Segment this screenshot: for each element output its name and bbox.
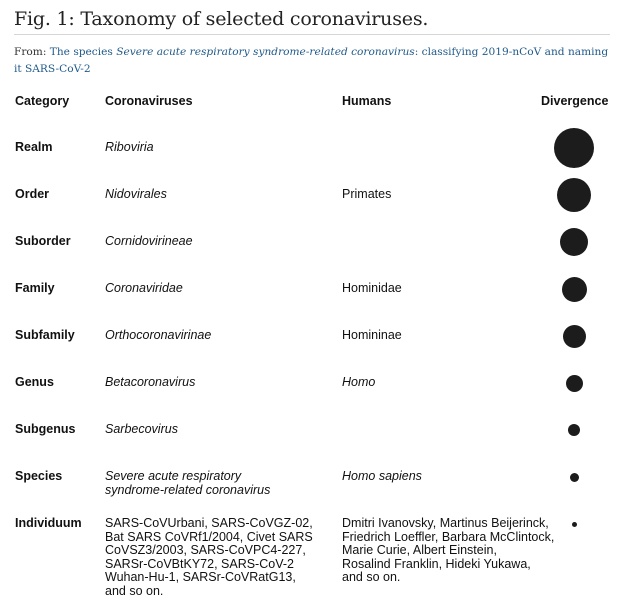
coronavirus-cell: Betacoronavirus [105, 375, 196, 389]
humans-cell: Homininae [342, 328, 402, 342]
category-cell: Realm [15, 140, 53, 154]
coronavirus-cell: Orthocoronavirinae [105, 328, 212, 342]
humans-cell: Hominidae [342, 281, 402, 295]
humans-cell: Dmitri Ivanovsky, Martinus Beijerinck, Friedrich Loeffler, Barbara McClintock, Marie Curie, Albert Einstein, Rosalind Franklin, Hideki Yukawa, and so on. [342, 516, 555, 584]
figure-source [14, 44, 610, 78]
coronavirus-cell: Severe acute respiratory syndrome-related coronavirus [105, 469, 271, 497]
coronavirus-cell: Cornidovirineae [105, 234, 193, 248]
divergence-dot [570, 473, 579, 482]
humans-cell: Homo [342, 375, 376, 389]
divergence-dot [554, 128, 594, 168]
divergence-dot [566, 375, 583, 392]
header-category: Category [15, 94, 70, 108]
category-cell: Family [15, 281, 55, 295]
coronavirus-cell: Riboviria [105, 140, 154, 154]
humans-cell: Homo sapiens [342, 469, 422, 483]
divergence-dot [572, 522, 577, 527]
from-label: From: [14, 46, 47, 58]
coronavirus-cell: Nidovirales [105, 187, 167, 201]
figure-title: Fig. 1: Taxonomy of selected coronaviruses. [14, 8, 429, 30]
title-divider [14, 34, 610, 35]
divergence-dot [557, 178, 591, 212]
source-article-link[interactable]: The species Severe acute respiratory syndrome-related coronavirus: classifying 2019-nCoV and naming it SARS-CoV-2 [14, 46, 609, 75]
category-cell: Order [15, 187, 50, 201]
coronavirus-cell: SARS-CoVUrbani, SARS-CoVGZ-02, Bat SARS CoVRf1/2004, Civet SARS CoVSZ3/2003, SARS-CoVPC4-227, SARSr-CoVBtKY72, SARS-CoV-2 Wuhan-Hu-1, SARSr-CoVRatG13, and so on. [105, 516, 313, 598]
divergence-dot [562, 277, 587, 302]
category-cell: Subfamily [15, 328, 75, 342]
category-cell: Individuum [15, 516, 82, 530]
header-divergence: Divergence [541, 94, 609, 108]
humans-cell: Primates [342, 187, 392, 201]
coronavirus-cell: Coronaviridae [105, 281, 183, 295]
header-coronaviruses: Coronaviruses [105, 94, 193, 108]
category-cell: Genus [15, 375, 54, 389]
category-cell: Suborder [15, 234, 71, 248]
divergence-dot [560, 228, 588, 256]
divergence-dot [563, 325, 586, 348]
header-humans: Humans [342, 94, 392, 108]
coronavirus-cell: Sarbecovirus [105, 422, 178, 436]
category-cell: Species [15, 469, 63, 483]
category-cell: Subgenus [15, 422, 76, 436]
divergence-dot [568, 424, 580, 436]
